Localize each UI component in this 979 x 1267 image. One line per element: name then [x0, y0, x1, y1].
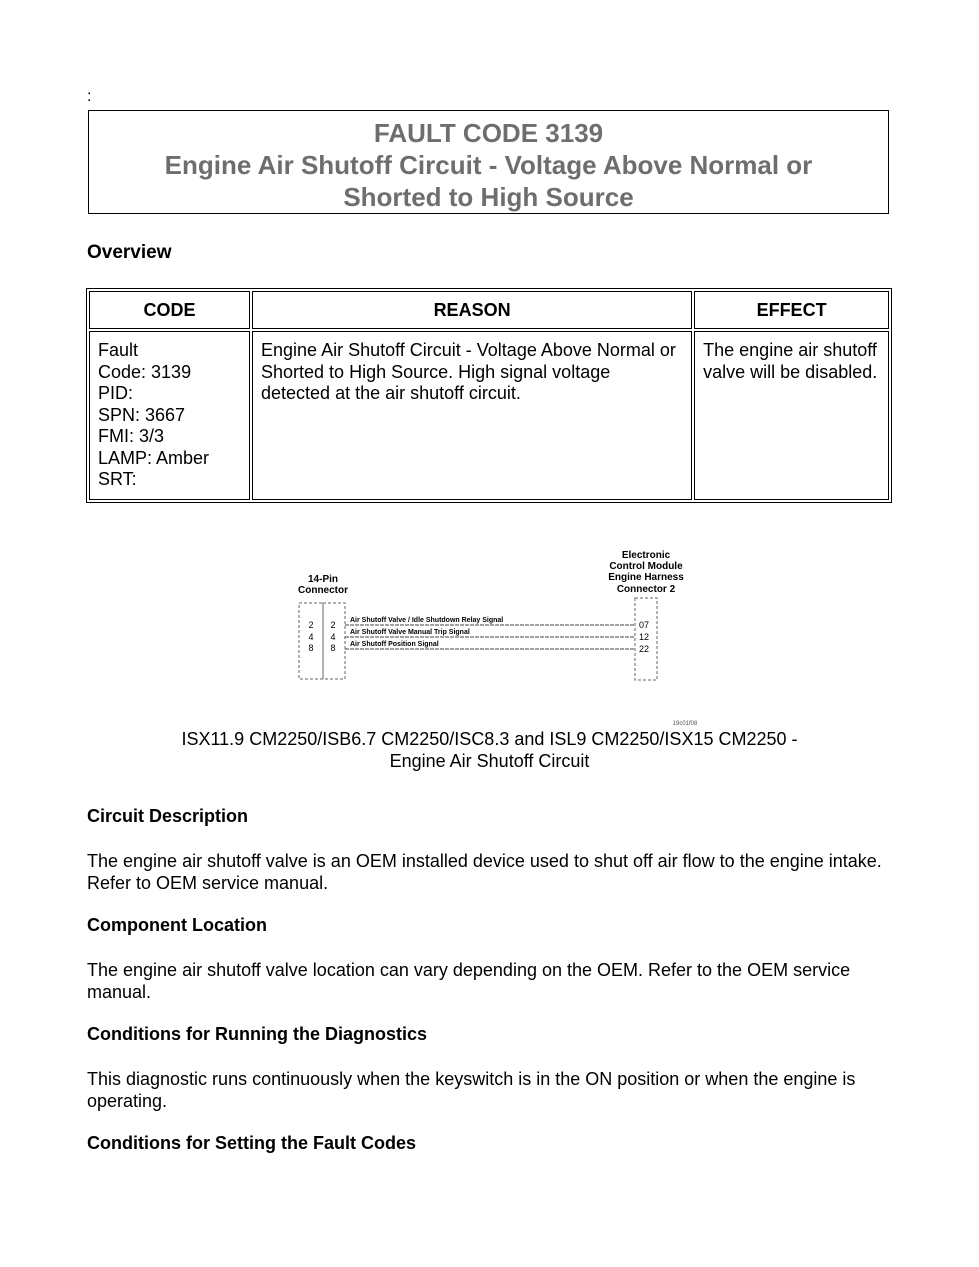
right-pin-c: 22: [638, 644, 650, 654]
code-cell: [89, 331, 250, 500]
effect-cell: The engine air shutoff valve will be disabled.: [694, 331, 889, 500]
signal-label-1: Air Shutoff Valve / Idle Shutdown Relay Signal: [350, 617, 504, 624]
left-pin-b: 4: [308, 632, 314, 642]
wiring-diagram: [290, 545, 710, 730]
overview-heading: Overview: [87, 242, 172, 263]
right-connector-label-1: Electronic: [621, 550, 671, 561]
code-line: PID:: [98, 383, 134, 403]
code-line: FMI: 3/3: [98, 426, 165, 446]
title-box: [88, 110, 889, 214]
fault-title-line-2: Engine Air Shutoff Circuit - Voltage Above Normal or: [164, 150, 813, 180]
fault-code-table: [86, 288, 892, 503]
table-header-row: [89, 291, 889, 329]
right-pin-b: 12: [638, 632, 650, 642]
header-reason: REASON: [252, 291, 692, 329]
header-code: CODE: [89, 291, 250, 329]
right-connector-label-2: Control Module: [609, 561, 683, 572]
left-connector-label-1: 14-Pin: [307, 574, 339, 585]
fault-code-title: FAULT CODE 3139: [373, 118, 604, 148]
figure-caption: [0, 728, 979, 772]
page-marker: :: [87, 88, 92, 105]
mid-pin-c: 8: [330, 643, 336, 653]
mid-pin-a: 2: [330, 620, 336, 630]
left-pin-c: 8: [308, 643, 314, 653]
component-location-heading: Component Location: [87, 915, 267, 935]
right-pin-a: 07: [638, 620, 650, 630]
circuit-description-heading: Circuit Description: [87, 806, 249, 826]
circuit-description-text: The engine air shutoff valve is an OEM installed device used to shut off air flow to the engine intake. Refer to OEM service manual.: [87, 851, 882, 893]
header-effect: EFFECT: [694, 291, 889, 329]
code-line: Fault: [98, 340, 139, 360]
component-location-text: The engine air shutoff valve location can vary depending on the OEM. Refer to the OEM service manual.: [87, 960, 851, 1002]
running-conditions-heading: Conditions for Running the Diagnostics: [87, 1024, 427, 1044]
code-line: SRT:: [98, 469, 137, 489]
setting-conditions-heading: Conditions for Setting the Fault Codes: [87, 1133, 416, 1153]
code-line: LAMP: Amber: [98, 447, 210, 468]
code-line: SPN: 3667: [98, 404, 186, 425]
caption-line-2: Engine Air Shutoff Circuit: [389, 751, 590, 771]
table-row: [89, 331, 889, 500]
figure-id: 19c01f08: [672, 721, 698, 727]
reason-cell: Engine Air Shutoff Circuit - Voltage Above Normal or Shorted to High Source. High signal voltage detected at the air shutoff circuit.: [252, 331, 692, 500]
signal-label-2: Air Shutoff Valve Manual Trip Signal: [350, 629, 470, 636]
code-line: Code: 3139: [98, 361, 192, 382]
caption-line-1: ISX11.9 CM2250/ISB6.7 CM2250/ISC8.3 and ISL9 CM2250/ISX15 CM2250 -: [181, 729, 798, 749]
left-pin-a: 2: [308, 620, 314, 630]
signal-label-3: Air Shutoff Position Signal: [350, 641, 439, 648]
fault-title-line-3: Shorted to High Source: [343, 182, 634, 212]
running-conditions-text: This diagnostic runs continuously when the keyswitch is in the ON position or when the engine is operating.: [87, 1069, 856, 1111]
right-connector-label-4: Connector 2: [616, 584, 676, 595]
mid-pin-b: 4: [330, 632, 336, 642]
left-connector-label-2: Connector: [298, 585, 348, 596]
right-connector-label-3: Engine Harness: [608, 572, 684, 583]
